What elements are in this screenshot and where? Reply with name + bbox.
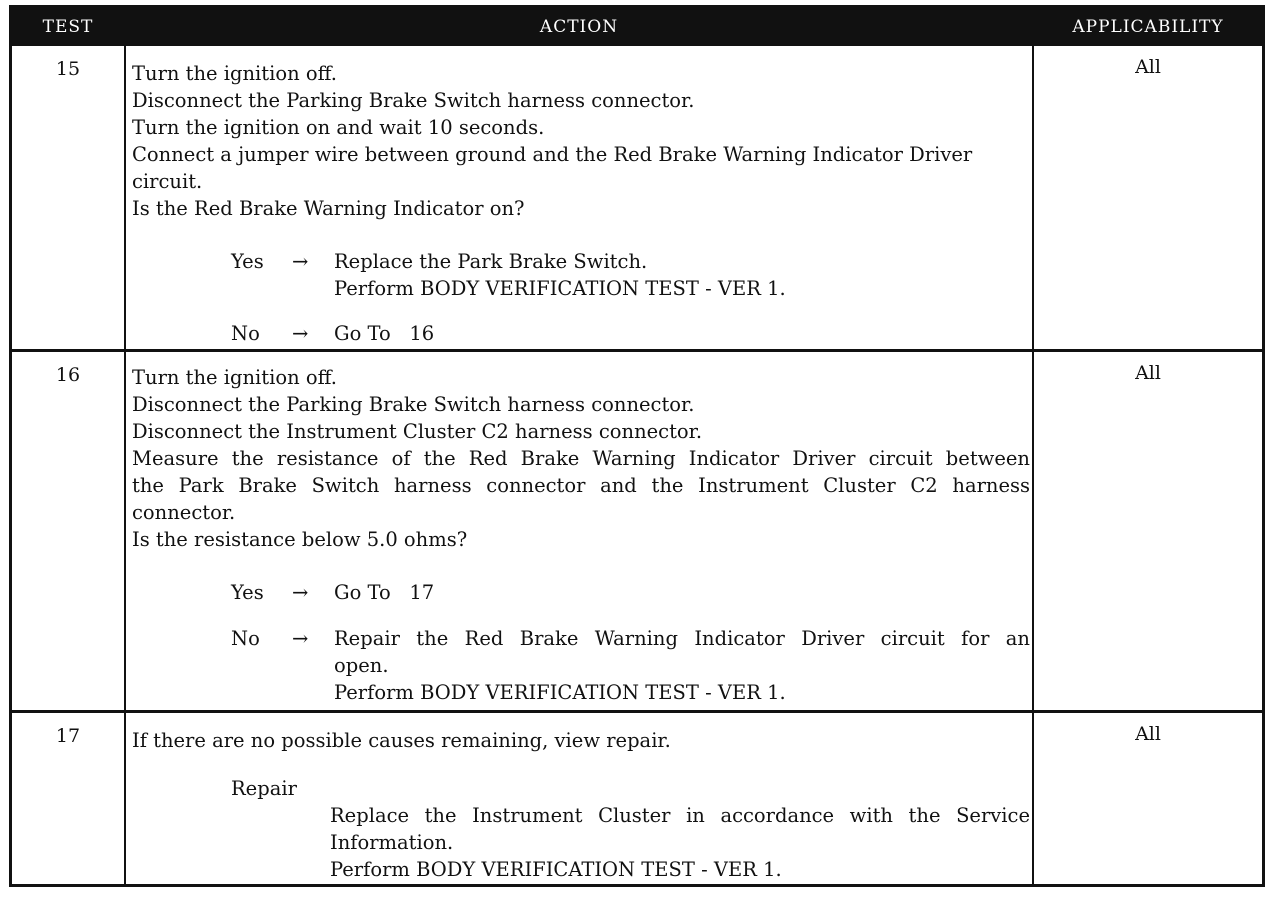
answer-text: open.: [334, 654, 389, 677]
action-steps: [132, 60, 1030, 222]
arrow-icon: →: [292, 250, 309, 273]
table-row: [12, 713, 1262, 884]
action-steps: [132, 364, 1030, 553]
step-text: circuit.: [132, 170, 203, 193]
step-text: Is the resistance below 5.0 ohms?: [132, 528, 468, 551]
answer-text: Go To 16: [334, 322, 435, 345]
table-header: [12, 8, 1262, 46]
repair-text: Information.: [330, 831, 454, 854]
arrow-icon: →: [292, 581, 309, 604]
test-number: 15: [55, 58, 81, 80]
applicability-value: All: [1135, 362, 1161, 384]
step-text: Is the Red Brake Warning Indicator on?: [132, 197, 525, 220]
answer-key: Yes: [231, 250, 264, 273]
step-text: Turn the ignition on and wait 10 seconds.: [132, 116, 545, 139]
action-steps: [132, 727, 1030, 754]
step-text: the Park Brake Switch harness connector and the Instrument Cluster C2 harness: [132, 474, 1030, 497]
arrow-icon: →: [292, 322, 309, 345]
table-row: [12, 352, 1262, 710]
answer-text: Perform BODY VERIFICATION TEST - VER 1.: [334, 681, 786, 704]
applicability-value: All: [1135, 56, 1161, 78]
test-number: 16: [55, 364, 81, 386]
repair-text: Replace the Instrument Cluster in accordance with the Service: [330, 804, 1030, 827]
applicability-value: All: [1135, 723, 1161, 745]
step-text: Disconnect the Instrument Cluster C2 harness connector.: [132, 420, 703, 443]
answer-text: Replace the Park Brake Switch.: [334, 250, 648, 273]
answer-text: Perform BODY VERIFICATION TEST - VER 1.: [334, 277, 786, 300]
step-text: connector.: [132, 501, 236, 524]
answer-text: Go To 17: [334, 581, 435, 604]
answer-text: Repair the Red Brake Warning Indicator Driver circuit for an: [334, 627, 1030, 650]
step-text: Connect a jumper wire between ground and the Red Brake Warning Indicator Driver: [132, 143, 973, 166]
answer-key: No: [231, 627, 260, 650]
step-text: Measure the resistance of the Red Brake Warning Indicator Driver circuit between: [132, 447, 1030, 470]
test-number: 17: [55, 725, 81, 747]
step-text: Disconnect the Parking Brake Switch harness connector.: [132, 89, 695, 112]
answer-key: No: [231, 322, 260, 345]
step-text: Disconnect the Parking Brake Switch harness connector.: [132, 393, 695, 416]
header-action: ACTION: [539, 17, 619, 37]
repair-label: Repair: [231, 777, 297, 800]
step-text: Turn the ignition off.: [132, 62, 337, 85]
answer-key: Yes: [231, 581, 264, 604]
step-text: Turn the ignition off.: [132, 366, 337, 389]
header-applicability: APPLICABILITY: [1072, 17, 1224, 37]
table-row: [12, 46, 1262, 349]
repair-text: Perform BODY VERIFICATION TEST - VER 1.: [330, 858, 782, 881]
step-text: If there are no possible causes remaining, view repair.: [132, 729, 671, 752]
arrow-icon: →: [292, 627, 309, 650]
header-test: TEST: [42, 17, 94, 37]
diagnostic-table: [9, 5, 1265, 887]
